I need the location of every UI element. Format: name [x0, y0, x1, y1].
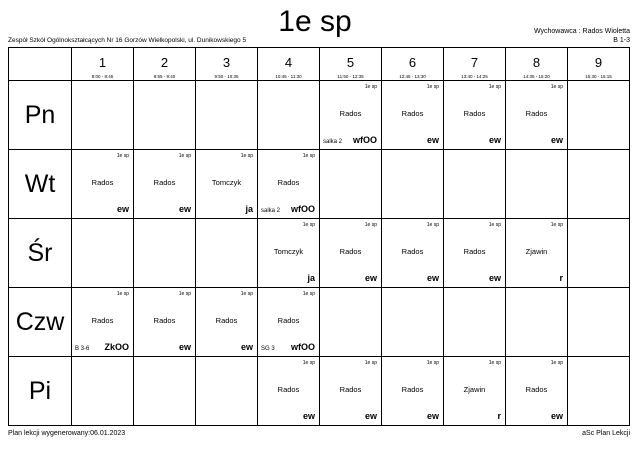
period-time: 14:35 - 15:20: [523, 74, 550, 79]
lesson-teacher: Tomczyk: [273, 247, 304, 256]
lesson-subject: ew: [240, 342, 253, 352]
period-time: 15:30 - 16:15: [585, 74, 612, 79]
period-number: 6: [408, 55, 417, 70]
period-header: [568, 48, 630, 81]
class-teacher: Wychowawca : Rados Wioletta: [533, 28, 630, 35]
lesson-cell[interactable]: [258, 288, 320, 357]
lesson-subject: ew: [426, 135, 439, 145]
lesson-cell[interactable]: [382, 219, 444, 288]
lesson-room: salka 2: [323, 139, 343, 145]
lesson-room: SG 3: [261, 346, 275, 352]
empty-slot: [568, 81, 630, 150]
lesson-subject: ew: [302, 411, 315, 421]
empty-slot: [320, 288, 382, 357]
empty-slot: [568, 219, 630, 288]
lesson-teacher: Rados: [401, 247, 424, 256]
period-number: 2: [160, 55, 169, 70]
lesson-class: 1e sp: [178, 153, 191, 159]
lesson-cell[interactable]: [134, 288, 196, 357]
period-number: 7: [470, 55, 479, 70]
lesson-teacher: Rados: [339, 247, 362, 256]
lesson-teacher: Rados: [277, 178, 300, 187]
lesson-cell[interactable]: [444, 219, 506, 288]
lesson-teacher: Rados: [91, 316, 114, 325]
day-row: [9, 81, 630, 150]
period-number: 8: [532, 55, 541, 70]
lesson-cell[interactable]: [444, 81, 506, 150]
lesson-cell[interactable]: [196, 150, 258, 219]
empty-slot: [506, 288, 568, 357]
lesson-class: 1e sp: [550, 222, 563, 228]
lesson-cell[interactable]: [258, 150, 320, 219]
generated-date: Plan lekcji wygenerowany:06.01.2023: [8, 430, 126, 437]
day-name: Wt: [9, 150, 72, 219]
empty-slot: [72, 357, 134, 426]
empty-slot: [196, 219, 258, 288]
empty-slot: [72, 81, 134, 150]
lesson-cell[interactable]: [382, 81, 444, 150]
lesson-teacher: Rados: [153, 178, 176, 187]
empty-slot: [134, 81, 196, 150]
timetable-grid: [8, 47, 630, 426]
lesson-subject: ja: [307, 273, 315, 283]
lesson-subject: ew: [426, 273, 439, 283]
empty-slot: [134, 219, 196, 288]
lesson-room: salka 2: [261, 208, 281, 214]
lesson-teacher: Zjawin: [463, 385, 486, 394]
period-header-row: [9, 48, 630, 81]
lesson-cell[interactable]: [72, 288, 134, 357]
lesson-subject: ew: [364, 411, 377, 421]
lesson-teacher: Rados: [463, 247, 486, 256]
period-number: 5: [346, 55, 355, 70]
empty-slot: [72, 219, 134, 288]
lesson-class: 1e sp: [302, 153, 315, 159]
lesson-subject: ew: [488, 273, 501, 283]
period-header: [134, 48, 196, 81]
lesson-subject: ew: [178, 204, 191, 214]
page-title: 1e sp: [278, 5, 352, 38]
lesson-cell[interactable]: [320, 357, 382, 426]
lesson-subject: ja: [245, 204, 253, 214]
empty-slot: [382, 150, 444, 219]
lesson-subject: ew: [116, 204, 129, 214]
period-time: 13:40 - 14:25: [461, 74, 488, 79]
lesson-cell[interactable]: [258, 219, 320, 288]
lesson-class: 1e sp: [426, 222, 439, 228]
lesson-subject: ew: [550, 135, 563, 145]
lesson-teacher: Rados: [463, 109, 486, 118]
lesson-teacher: Rados: [401, 109, 424, 118]
period-number: 9: [594, 55, 603, 70]
day-row: [9, 288, 630, 357]
empty-slot: [382, 288, 444, 357]
lesson-cell[interactable]: [506, 219, 568, 288]
day-name: Śr: [9, 219, 72, 288]
lesson-subject: ew: [178, 342, 191, 352]
period-number: 3: [222, 55, 231, 70]
lesson-cell[interactable]: [196, 288, 258, 357]
lesson-class: 1e sp: [116, 291, 129, 297]
lesson-class: 1e sp: [550, 360, 563, 366]
lesson-subject: ew: [550, 411, 563, 421]
day-row: [9, 150, 630, 219]
day-name: Pi: [9, 357, 72, 426]
empty-slot: [444, 288, 506, 357]
lesson-class: 1e sp: [364, 222, 377, 228]
day-name: Pn: [9, 81, 72, 150]
lesson-teacher: Tomczyk: [211, 178, 242, 187]
class-room: B 1-3: [613, 37, 630, 44]
period-number: 1: [98, 55, 107, 70]
lesson-cell[interactable]: [506, 81, 568, 150]
lesson-teacher: Rados: [339, 109, 362, 118]
lesson-teacher: Rados: [91, 178, 114, 187]
lesson-teacher: Rados: [215, 316, 238, 325]
day-name: Czw: [9, 288, 72, 357]
period-header: [196, 48, 258, 81]
period-header: [382, 48, 444, 81]
day-row: [9, 357, 630, 426]
lesson-class: 1e sp: [488, 360, 501, 366]
period-time: 9:50 - 10:35: [214, 74, 239, 79]
lesson-teacher: Rados: [277, 385, 300, 394]
lesson-room: B 3-6: [75, 346, 90, 352]
lesson-class: 1e sp: [426, 84, 439, 90]
period-time: 8:00 - 8:45: [91, 74, 114, 79]
empty-slot: [568, 288, 630, 357]
lesson-cell[interactable]: [506, 357, 568, 426]
lesson-class: 1e sp: [426, 360, 439, 366]
period-time: 8:55 - 9:40: [153, 74, 176, 79]
lesson-class: 1e sp: [302, 222, 315, 228]
lesson-class: 1e sp: [116, 153, 129, 159]
period-header: [320, 48, 382, 81]
period-header: [506, 48, 568, 81]
empty-slot: [568, 357, 630, 426]
lesson-class: 1e sp: [240, 153, 253, 159]
corner-cell: [9, 48, 72, 81]
lesson-class: 1e sp: [364, 84, 377, 90]
lesson-cell[interactable]: [258, 357, 320, 426]
lesson-class: 1e sp: [240, 291, 253, 297]
lesson-teacher: Rados: [525, 385, 548, 394]
period-time: 10:45 - 11:30: [275, 74, 302, 79]
lesson-class: 1e sp: [302, 360, 315, 366]
lesson-subject: r: [559, 273, 563, 283]
lesson-cell[interactable]: [72, 150, 134, 219]
empty-slot: [506, 150, 568, 219]
period-time: 11:50 - 12:35: [337, 74, 364, 79]
lesson-teacher: Rados: [401, 385, 424, 394]
lesson-subject: wfOO: [291, 342, 315, 352]
lesson-class: 1e sp: [550, 84, 563, 90]
lesson-class: 1e sp: [364, 360, 377, 366]
lesson-cell[interactable]: [320, 81, 382, 150]
lesson-cell[interactable]: [134, 150, 196, 219]
lesson-teacher: Rados: [525, 109, 548, 118]
lesson-subject: wfOO: [353, 135, 377, 145]
period-time: 12:45 - 13:30: [399, 74, 426, 79]
day-row: [9, 219, 630, 288]
lesson-subject: ew: [426, 411, 439, 421]
lesson-class: 1e sp: [178, 291, 191, 297]
period-header: [444, 48, 506, 81]
lesson-subject: r: [497, 411, 501, 421]
empty-slot: [320, 150, 382, 219]
empty-slot: [258, 81, 320, 150]
lesson-cell[interactable]: [444, 357, 506, 426]
period-number: 4: [284, 55, 293, 70]
empty-slot: [134, 357, 196, 426]
lesson-cell[interactable]: [382, 357, 444, 426]
lesson-cell[interactable]: [320, 219, 382, 288]
empty-slot: [444, 150, 506, 219]
generator-brand: aSc Plan Lekcji: [582, 430, 630, 437]
lesson-subject: wfOO: [291, 204, 315, 214]
empty-slot: [196, 81, 258, 150]
lesson-subject: ew: [488, 135, 501, 145]
period-header: [72, 48, 134, 81]
period-header: [258, 48, 320, 81]
lesson-class: 1e sp: [488, 84, 501, 90]
lesson-teacher: Rados: [153, 316, 176, 325]
lesson-teacher: Rados: [339, 385, 362, 394]
lesson-class: 1e sp: [302, 291, 315, 297]
lesson-subject: ZkOO: [104, 342, 129, 352]
lesson-teacher: Rados: [277, 316, 300, 325]
lesson-teacher: Zjawin: [525, 247, 548, 256]
lesson-subject: ew: [364, 273, 377, 283]
lesson-class: 1e sp: [488, 222, 501, 228]
empty-slot: [196, 357, 258, 426]
empty-slot: [568, 150, 630, 219]
school-name: Zespół Szkół Ogólnokształcących Nr 16 Gorzów Wielkopolski, ul. Dunikowskiego 5: [8, 37, 247, 44]
